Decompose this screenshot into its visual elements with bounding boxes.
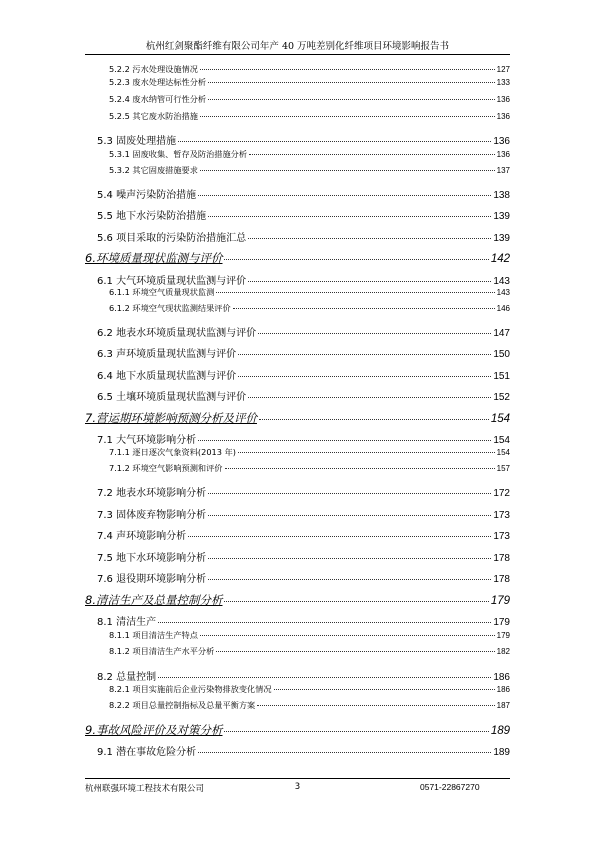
toc-entry[interactable] (85, 367, 510, 382)
toc-entry-title: 6.1.2 环境空气现状监测结果评价 (109, 303, 231, 313)
toc-entry-page: 157 (496, 464, 510, 473)
toc-dot-leader (249, 154, 495, 155)
toc-dot-leader (158, 677, 491, 678)
toc-entry-title: 6.环境质量现状监测与评价 (85, 251, 223, 265)
toc-entry-page: 172 (493, 488, 510, 499)
toc-entry-title: 5.2.5 其它废水防治措施 (109, 111, 198, 121)
toc-dot-leader (225, 468, 495, 469)
toc-dot-leader (208, 558, 491, 559)
toc-entry-title: 5.2.4 废水纳管可行性分析 (109, 94, 207, 104)
toc-dot-leader (248, 397, 491, 398)
toc-entry[interactable] (85, 287, 510, 298)
toc-entry-page: 189 (493, 747, 510, 758)
toc-dot-leader (259, 419, 489, 420)
toc-entry[interactable] (85, 111, 510, 122)
header-title: 杭州红剑聚酯纤维有限公司年产 40 万吨差别化纤维项目环境影响报告书 (145, 41, 450, 52)
toc-entry-title: 6.3 声环境质量现状监测与评价 (97, 349, 237, 360)
toc-entry-page: 139 (493, 211, 510, 222)
toc-dot-leader (238, 376, 491, 377)
toc-entry-title: 5.5 地下水污染防治措施 (97, 211, 207, 222)
toc-dot-leader (208, 515, 491, 516)
toc-dot-leader (208, 493, 491, 494)
toc-entry-title: 7.营运期环境影响预测分析及评价 (85, 411, 257, 425)
toc-dot-leader (200, 116, 495, 117)
toc-entry[interactable] (85, 132, 510, 147)
toc-entry-title: 8.清洁生产及总量控制分析 (85, 593, 223, 607)
toc-entry-title: 8.1.2 项目清洁生产水平分析 (109, 646, 215, 656)
toc-entry[interactable] (85, 272, 510, 287)
toc-entry-page: 136 (496, 112, 510, 121)
toc-dot-leader (224, 601, 488, 602)
toc-entry[interactable] (85, 549, 510, 564)
toc-entry-page: 137 (496, 166, 510, 175)
toc-entry[interactable] (85, 527, 510, 542)
toc-entry[interactable] (85, 324, 510, 339)
toc-dot-leader (178, 141, 491, 142)
toc-entry[interactable] (85, 410, 510, 426)
toc-entry[interactable] (85, 250, 510, 266)
toc-entry-title: 7.1.2 环境空气影响预测和评价 (109, 463, 223, 473)
toc-dot-leader (216, 651, 494, 652)
toc-entry[interactable] (85, 722, 510, 738)
toc-entry[interactable] (85, 207, 510, 222)
toc-dot-leader (200, 69, 495, 70)
toc-entry-title: 6.2 地表水环境质量现状监测与评价 (97, 328, 257, 339)
toc-entry-page: 150 (493, 349, 510, 360)
toc-entry[interactable] (85, 149, 510, 160)
toc-entry[interactable] (85, 506, 510, 521)
toc-entry-page: 136 (496, 150, 510, 159)
toc-dot-leader (200, 635, 495, 636)
toc-entry[interactable] (85, 77, 510, 88)
toc-dot-leader (200, 170, 495, 171)
toc-entry-page: 187 (496, 701, 510, 710)
toc-entry-title: 6.4 地下水质量现状监测与评价 (97, 371, 237, 382)
toc-dot-leader (188, 536, 491, 537)
toc-entry[interactable] (85, 165, 510, 176)
toc-dot-leader (248, 281, 491, 282)
toc-dot-leader (238, 452, 495, 453)
toc-entry[interactable] (85, 570, 510, 585)
toc-entry-page: 127 (496, 65, 510, 74)
toc-entry-title: 6.1.1 环境空气质量现状监测 (109, 287, 215, 297)
toc-entry[interactable] (85, 484, 510, 499)
toc-entry-title: 6.5 土壤环境质量现状监测与评价 (97, 392, 247, 403)
toc-dot-leader (233, 308, 495, 309)
toc-dot-leader (257, 705, 494, 706)
toc-entry[interactable] (85, 743, 510, 758)
toc-entry[interactable] (85, 229, 510, 244)
toc-entry-page: 173 (493, 510, 510, 521)
toc-entry[interactable] (85, 94, 510, 105)
toc-entry[interactable] (85, 431, 510, 446)
toc-entry-page: 147 (493, 328, 510, 339)
toc-entry-page: 146 (496, 304, 510, 313)
toc-entry-title: 9.1 潜在事故危险分析 (97, 747, 197, 758)
toc-dot-leader (216, 292, 494, 293)
toc-entry-page: 133 (496, 78, 510, 87)
page-header (85, 38, 510, 55)
toc-entry-title: 5.2.2 污水处理设施情况 (109, 64, 198, 74)
toc-entry-title: 7.2 地表水环境影响分析 (97, 488, 207, 499)
toc-entry-title: 5.6 项目采取的污染防治措施汇总 (97, 233, 247, 244)
toc-dot-leader (158, 622, 491, 623)
toc-entry-title: 7.3 固体废弃物影响分析 (97, 510, 207, 521)
page-footer (85, 778, 510, 794)
toc-entry-page: 143 (496, 288, 510, 297)
toc-dot-leader (198, 195, 491, 196)
toc-entry[interactable] (85, 700, 510, 711)
toc-entry-page: 179 (496, 631, 510, 640)
toc-entry[interactable] (85, 646, 510, 657)
toc-entry[interactable] (85, 64, 510, 75)
toc-entry-title: 6.1 大气环境质量现状监测与评价 (97, 276, 247, 287)
toc-entry-title: 5.3 固废处理措施 (97, 136, 177, 147)
toc-entry-title: 5.4 噪声污染防治措施 (97, 190, 197, 201)
toc-dot-leader (224, 259, 488, 260)
toc-entry-page: 139 (493, 233, 510, 244)
toc-dot-leader (258, 333, 491, 334)
toc-entry[interactable] (85, 613, 510, 628)
toc-entry-page: 173 (493, 531, 510, 542)
toc-entry-page: 138 (493, 190, 510, 201)
toc-entry-title: 7.5 地下水环境影响分析 (97, 553, 207, 564)
toc-entry-page: 143 (493, 276, 510, 287)
toc-entry-page: 152 (493, 392, 510, 403)
toc-entry-page: 186 (493, 672, 510, 683)
toc-entry-page: 136 (496, 95, 510, 104)
toc-entry-title: 8.2 总量控制 (97, 672, 157, 683)
toc-dot-leader (198, 752, 491, 753)
toc-entry-page: 179 (490, 595, 510, 607)
toc-entry[interactable] (85, 388, 510, 403)
toc-dot-leader (274, 689, 495, 690)
toc-entry-title: 9.事故风险评价及对策分析 (85, 723, 223, 737)
toc-entry-page: 186 (496, 685, 510, 694)
toc-entry[interactable] (85, 592, 510, 608)
toc-entry-title: 7.1.1 逐日逐次气象资料(2013 年) (109, 447, 236, 457)
toc-entry-title: 5.3.1 固废收集、暂存及防治措施分析 (109, 149, 248, 159)
toc-entry[interactable] (85, 630, 510, 641)
toc-entry-page: 154 (496, 448, 510, 457)
toc-entry-page: 151 (493, 371, 510, 382)
toc-dot-leader (238, 354, 491, 355)
toc-dot-leader (208, 216, 491, 217)
toc-entry-page: 179 (493, 617, 510, 628)
toc-entry-title: 7.4 声环境影响分析 (97, 531, 187, 542)
toc-entry[interactable] (85, 186, 510, 201)
toc-entry[interactable] (85, 684, 510, 695)
toc-entry[interactable] (85, 447, 510, 458)
toc-dot-leader (248, 238, 491, 239)
toc-entry-title: 7.6 退役期环境影响分析 (97, 574, 207, 585)
toc-entry-title: 5.2.3 废水处理达标性分析 (109, 77, 207, 87)
footer-company: 杭州联强环境工程技术有限公司 (85, 784, 205, 794)
toc-entry-title: 8.2.1 项目实施前后企业污染物排放变化情况 (109, 684, 272, 694)
toc-entry-title: 8.2.2 项目总量控制指标及总量平衡方案 (109, 700, 256, 710)
toc-dot-leader (198, 440, 491, 441)
toc-entry-page: 178 (493, 574, 510, 585)
toc-entry-page: 142 (490, 253, 510, 265)
toc-entry-page: 136 (493, 136, 510, 147)
toc-entry[interactable] (85, 463, 510, 474)
footer-phone: 0571-22867270 (420, 782, 480, 792)
toc-dot-leader (208, 82, 495, 83)
toc-entry-page: 154 (493, 435, 510, 446)
toc-entry-page: 178 (493, 553, 510, 564)
toc-entry[interactable] (85, 345, 510, 360)
toc-entry-title: 5.3.2 其它固废措施要求 (109, 165, 198, 175)
toc-entry-page: 182 (496, 647, 510, 656)
toc-entry-page: 189 (490, 725, 510, 737)
toc-entry[interactable] (85, 668, 510, 683)
toc-entry-title: 8.1.1 项目清洁生产特点 (109, 630, 198, 640)
toc-entry-title: 7.1 大气环境影响分析 (97, 435, 197, 446)
toc-entry-page: 154 (490, 413, 510, 425)
toc-dot-leader (224, 731, 488, 732)
footer-page-number: 3 (294, 782, 301, 792)
toc-dot-leader (208, 579, 491, 580)
toc-entry-title: 8.1 清洁生产 (97, 617, 157, 628)
toc-entry[interactable] (85, 303, 510, 314)
toc-dot-leader (208, 99, 495, 100)
